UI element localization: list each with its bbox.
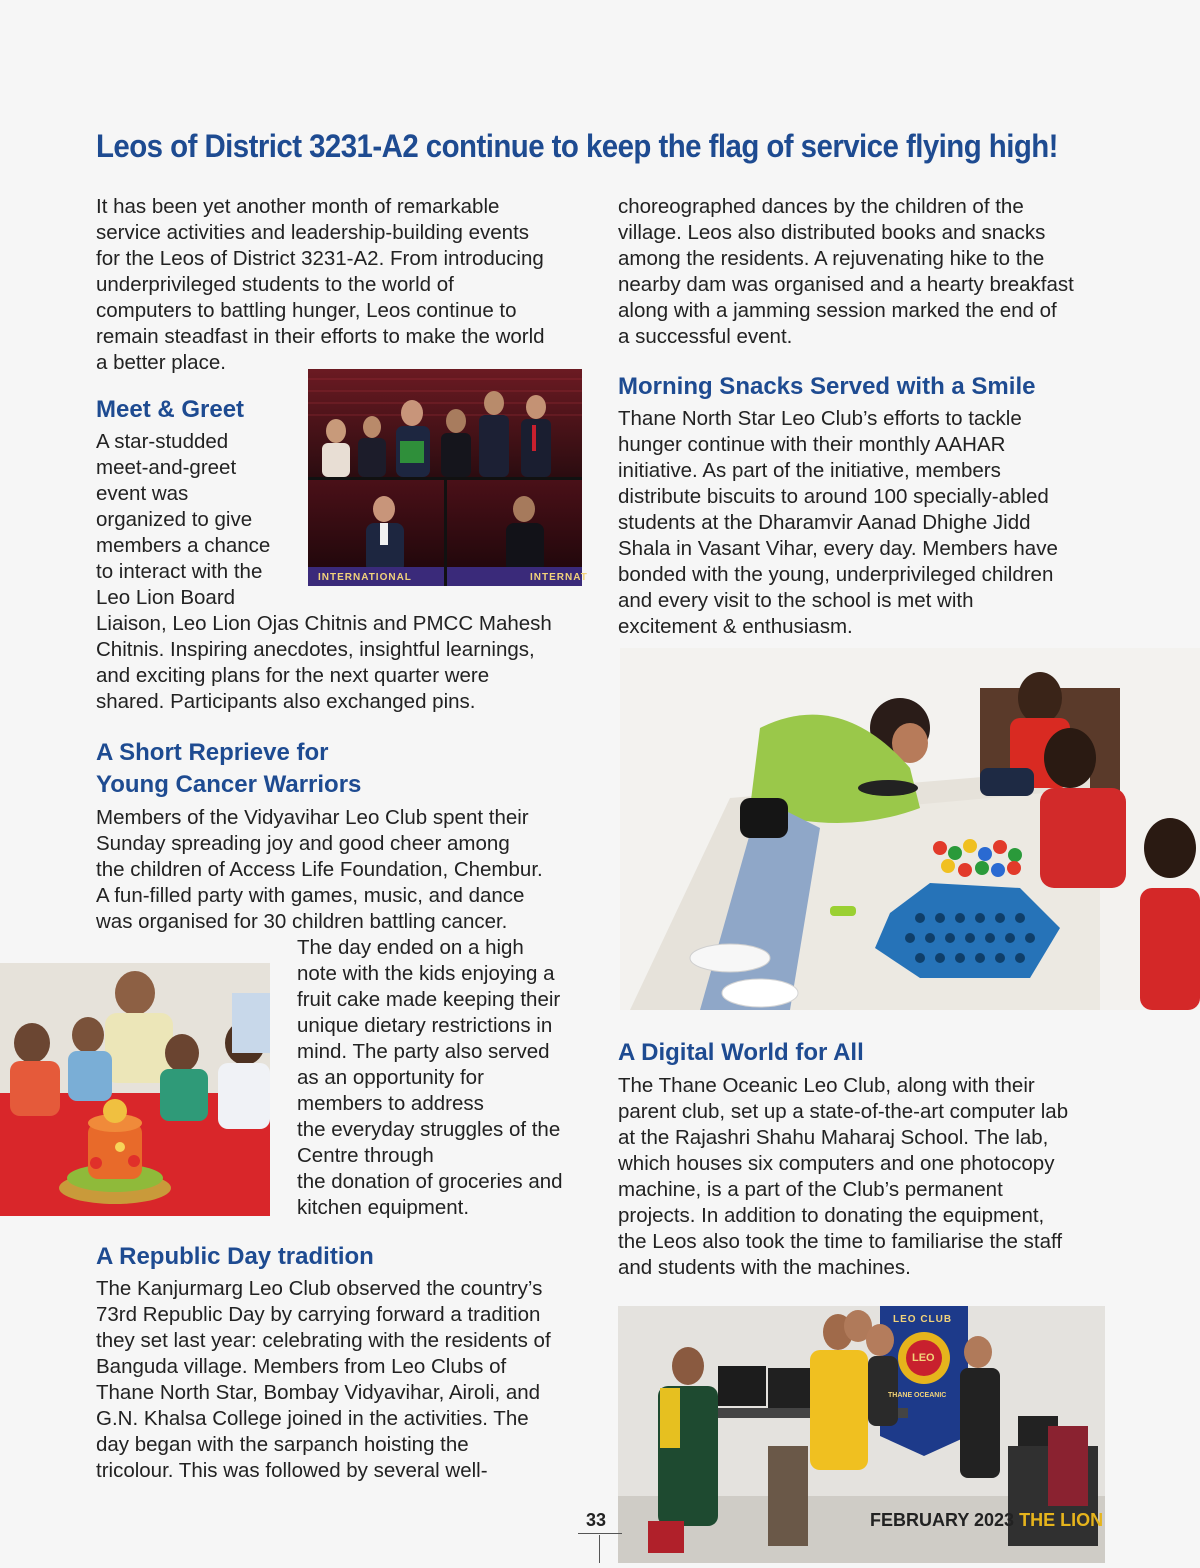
republic-line: along with a jamming session marked the end of [618,299,1057,322]
banner-text-left: INTERNATIONAL [318,572,412,583]
digital-line: projects. In addition to donating the equipment, [618,1204,1045,1227]
page-headline: Leos of District 3231-A2 continue to keep the flag of service flying high! [96,128,1058,164]
intro-line: underprivileged students to the world of [96,273,454,296]
footer-rule-vertical [599,1535,600,1563]
cancer-line: kitchen equipment. [297,1196,470,1219]
cake-photo-art [0,963,270,1216]
republic-line: G.N. Khalsa College joined in the activities. The [96,1407,529,1430]
snacks-line: hunger continue with their monthly AAHAR [618,433,1006,456]
publication-name: THE LION [1019,1510,1104,1530]
republic-line: 73rd Republic Day by carrying forward a tradition [96,1303,541,1326]
republic-line: The Kanjurmarg Leo Club observed the country’s [96,1277,543,1300]
cancer-line: note with the kids enjoying a [297,962,555,985]
cancer-line: unique dietary restrictions in [297,1014,553,1037]
intro-line: remain steadfast in their efforts to make the world [96,325,545,348]
snacks-photo [620,648,1200,1010]
leo-banner-subtext: THANE OCEANIC [888,1392,947,1399]
meet-greet-line: organized to give [96,508,253,531]
intro-line: a better place. [96,351,226,374]
banner-text-right: INTERNAT [530,572,588,583]
cancer-line: The day ended on a high [297,936,524,959]
republic-line: a successful event. [618,325,793,348]
digital-heading: A Digital World for All [618,1039,864,1066]
digital-line: The Thane Oceanic Leo Club, along with their [618,1074,1035,1097]
issue-label [870,1510,1103,1531]
republic-line: village. Leos also distributed books and snacks [618,221,1046,244]
cancer-narrow-text [297,935,597,1221]
snacks-heading: Morning Snacks Served with a Smile [618,373,1036,400]
digital-line: which houses six computers and one photocopy [618,1152,1055,1175]
republic-line: nearby dam was organised and a hearty breakfast [618,273,1074,296]
cancer-line: Sunday spreading joy and good cheer among [96,832,510,855]
cancer-line: Members of the Vidyavihar Leo Club spent their [96,806,529,829]
intro-line: computers to battling hunger, Leos continue to [96,299,517,322]
meet-greet-heading: Meet & Greet [96,396,245,423]
intro-line: service activities and leadership-building events [96,221,530,244]
cancer-line: the everyday struggles of the [297,1118,561,1141]
cancer-line: the children of Access Life Foundation, Chembur. [96,858,543,881]
republic-heading: A Republic Day tradition [96,1243,374,1270]
meet-greet-line: Leo Lion Board [96,586,236,609]
leo-logo-text: LEO [912,1352,935,1364]
leo-club-banner-text: LEO CLUB [893,1314,953,1325]
cancer-line: fruit cake made keeping their [297,988,561,1011]
meet-greet-photo [308,369,588,586]
intro-paragraph [96,194,596,376]
republic-line: Banguda village. Members from Leo Clubs of [96,1355,507,1378]
meet-greet-line: to interact with the [96,560,263,583]
republic-continued-text [618,194,1118,350]
snacks-line: Shala in Vasant Vihar, every day. Members have [618,537,1058,560]
meet-greet-line: event was [96,482,189,505]
cancer-heading-line: A Short Reprieve for [96,739,329,766]
republic-line: day began with the sarpanch hoisting the [96,1433,469,1456]
cake-photo [0,963,270,1216]
footer-rule [578,1533,622,1534]
meet-greet-wide-text [96,611,596,715]
meet-greet-line: Liaison, Leo Lion Ojas Chitnis and PMCC Mahesh [96,612,552,635]
republic-line: they set last year: celebrating with the residents of [96,1329,551,1352]
cancer-heading [96,737,361,801]
snacks-text [618,406,1118,640]
digital-line: the Leos also took the time to familiarise the staff [618,1230,1063,1253]
digital-line: and students with the machines. [618,1256,911,1279]
meet-greet-line: A star-studded [96,430,229,453]
digital-line: parent club, set up a state-of-the-art computer lab [618,1100,1069,1123]
republic-text [96,1276,596,1484]
snacks-line: distribute biscuits to around 100 specially-abled [618,485,1049,508]
snacks-line: excitement & enthusiasm. [618,615,853,638]
republic-line: among the residents. A rejuvenating hike to the [618,247,1045,270]
cancer-line: members to address [297,1092,484,1115]
intro-line: It has been yet another month of remarkable [96,195,500,218]
snacks-line: Thane North Star Leo Club’s efforts to tackle [618,407,1022,430]
cancer-line: as an opportunity for [297,1066,484,1089]
digital-line: machine, is a part of the Club’s permanent [618,1178,1003,1201]
cancer-line: A fun-filled party with games, music, and dance [96,884,525,907]
republic-line: choreographed dances by the children of the [618,195,1024,218]
snacks-photo-art [620,648,1200,1010]
intro-line: for the Leos of District 3231-A2. From introducing [96,247,544,270]
page-number: 33 [586,1510,607,1530]
snacks-line: and every visit to the school is met with [618,589,974,612]
snacks-line: students at the Dharamvir Aanad Dhighe Jidd [618,511,1031,534]
snacks-line: bonded with the young, underprivileged children [618,563,1054,586]
cancer-line: mind. The party also served [297,1040,550,1063]
meet-greet-line: members a chance [96,534,271,557]
digital-line: at the Rajashri Shahu Maharaj School. The lab, [618,1126,1049,1149]
meet-greet-line: meet-and-greet [96,456,237,479]
digital-text [618,1073,1118,1281]
republic-line: tricolour. This was followed by several well- [96,1459,488,1482]
issue-date: FEBRUARY 2023 [870,1510,1015,1530]
meet-greet-line: Chitnis. Inspiring anecdotes, insightful learnings, [96,638,535,661]
cancer-line: was organised for 30 children battling cancer. [96,910,508,933]
cancer-line: the donation of groceries and [297,1170,563,1193]
meet-greet-photo-art [308,369,582,586]
meet-greet-line: shared. Participants also exchanged pins. [96,690,476,713]
meet-greet-narrow-text [96,429,306,611]
cancer-wide-text [96,805,596,935]
snacks-line: initiative. As part of the initiative, members [618,459,1001,482]
cancer-heading-line: Young Cancer Warriors [96,771,362,798]
republic-line: Thane North Star, Bombay Vidyavihar, Airoli, and [96,1381,541,1404]
cancer-line: Centre through [297,1144,434,1167]
meet-greet-line: and exciting plans for the next quarter were [96,664,490,687]
